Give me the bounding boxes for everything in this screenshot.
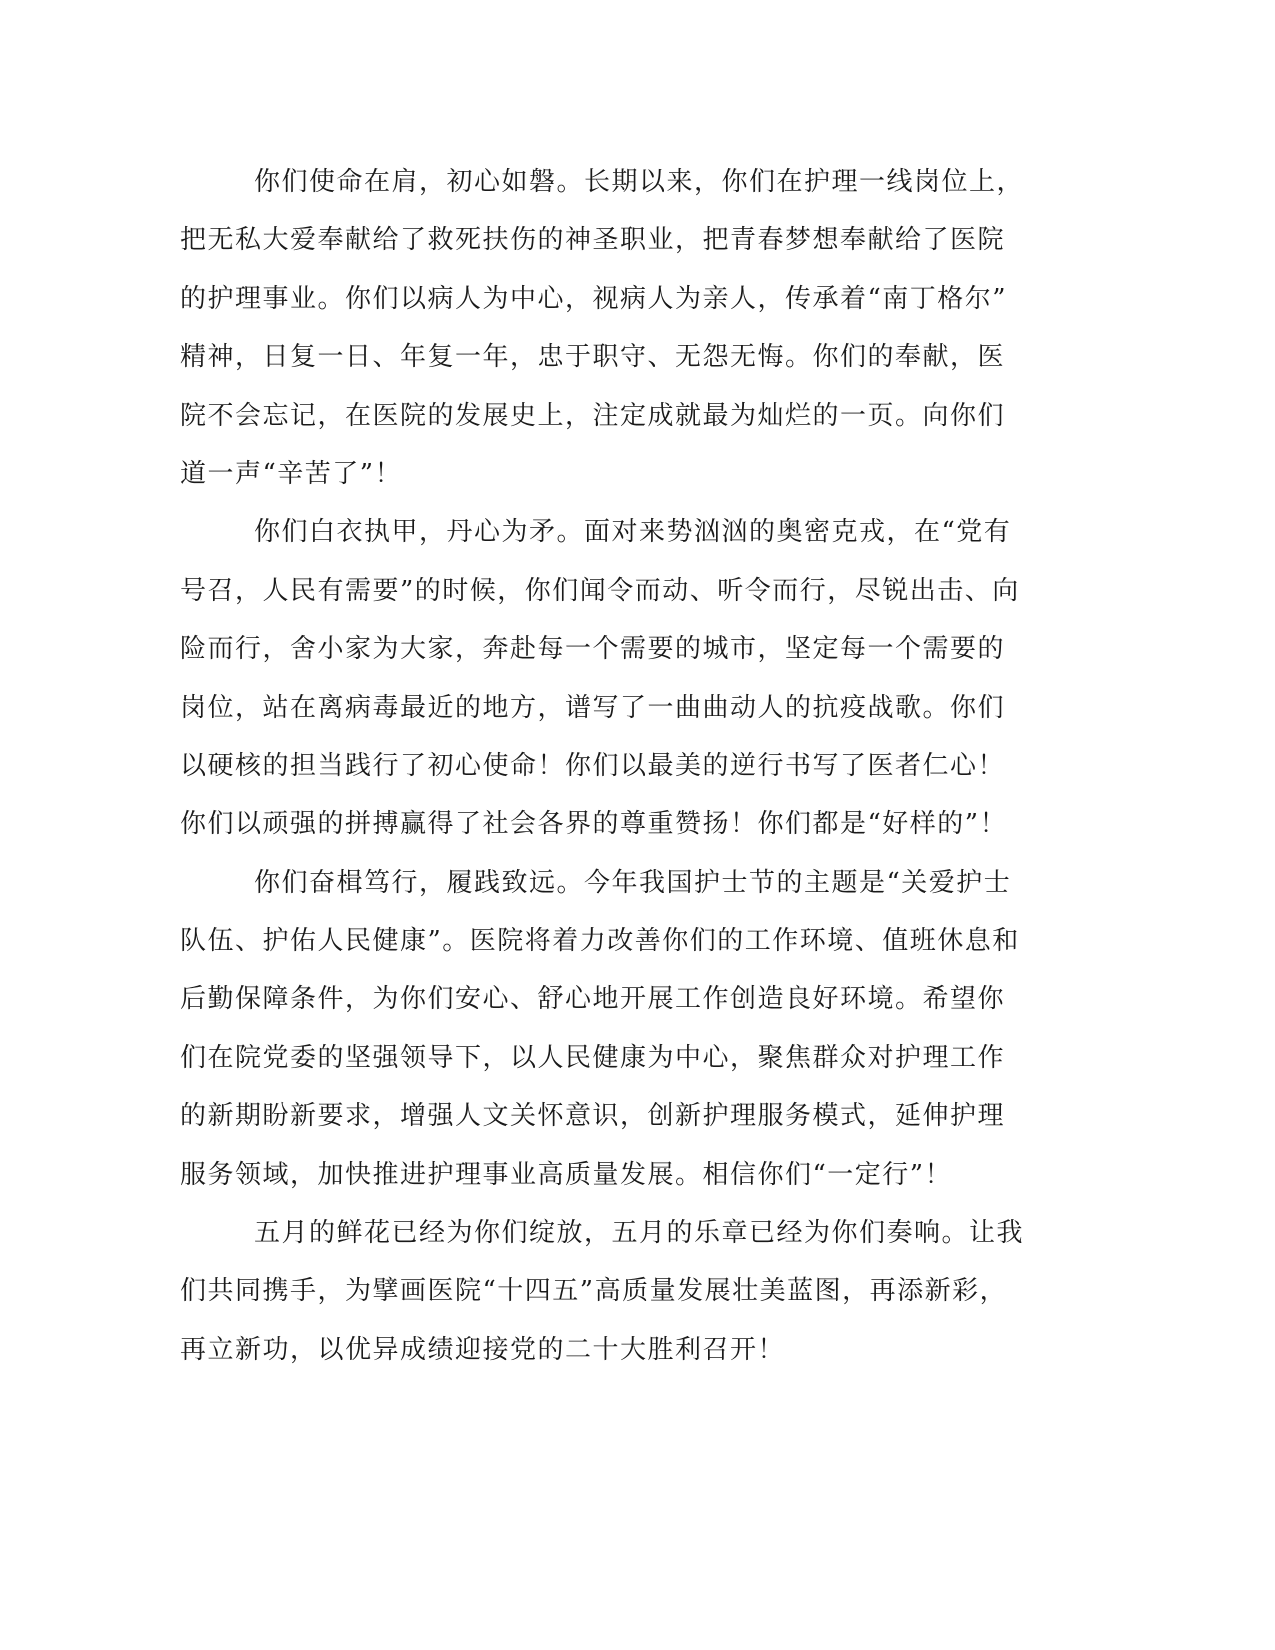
paragraph-3-line-4: 们在院党委的坚强领导下，以人民健康为中心，聚焦群众对护理工作 — [180, 1042, 1006, 1073]
paragraph-3-line-1: 你们奋楫笃行，履践致远。今年我国护士节的主题是“关爱护士 — [254, 867, 1012, 898]
paragraph-3-line-5: 的新期盼新要求，增强人文关怀意识，创新护理服务模式，延伸护理 — [180, 1101, 1006, 1132]
paragraph-4-line-3: 再立新功，以优异成绩迎接党的二十大胜利召开！ — [180, 1334, 786, 1365]
paragraph-1-line-1: 你们使命在肩，初心如磐。长期以来，你们在护理一线岗位上， — [254, 167, 1025, 197]
paragraph-1-line-3: 的护理事业。你们以病人为中心，视病人为亲人，传承着“南丁格尔” — [180, 283, 1008, 314]
paragraph-4-line-2: 们共同携手，为擘画医院“十四五”高质量发展壮美蓝图，再添新彩， — [180, 1276, 1008, 1307]
paragraph-2-line-1: 你们白衣执甲，丹心为矛。面对来势汹汹的奥密克戎，在“党有 — [254, 517, 1012, 548]
paragraph-1-line-2: 把无私大爱奉献给了救死扶伤的神圣职业，把青春梦想奉献给了医院 — [180, 225, 1006, 256]
paragraph-2-line-3: 险而行，舍小家为大家，奔赴每一个需要的城市，坚定每一个需要的 — [180, 634, 1006, 665]
paragraph-2-line-4: 岗位，站在离病毒最近的地方，谱写了一曲曲动人的抗疫战歌。你们 — [180, 692, 1006, 723]
document-body — [180, 153, 1050, 1379]
paragraph-3-line-3: 后勤保障条件，为你们安心、舒心地开展工作创造良好环境。希望你 — [180, 984, 1006, 1015]
paragraph-2-line-5: 以硬核的担当践行了初心使命！你们以最美的逆行书写了医者仁心！ — [180, 750, 1006, 781]
paragraph-3-line-6: 服务领域，加快推进护理事业高质量发展。相信你们“一定行”！ — [180, 1159, 953, 1190]
paragraph-1-line-5: 院不会忘记，在医院的发展史上，注定成就最为灿烂的一页。向你们 — [180, 400, 1006, 431]
paragraph-2-line-2: 号召，人民有需要”的时候，你们闻令而动、听令而行，尽锐出击、向 — [180, 575, 1020, 606]
paragraph-1-line-4: 精神，日复一日、年复一年，忠于职守、无怨无悔。你们的奉献，医 — [180, 342, 1006, 373]
paragraph-1-line-6: 道一声“辛苦了”！ — [180, 458, 403, 489]
paragraph-4-line-1: 五月的鲜花已经为你们绽放，五月的乐章已经为你们奏响。让我 — [254, 1218, 1025, 1249]
paragraph-2-line-6: 你们以顽强的拼搏赢得了社会各界的尊重赞扬！你们都是“好样的”！ — [180, 809, 1008, 840]
paragraph-3-line-2: 队伍、护佑人民健康”。医院将着力改善你们的工作环境、值班休息和 — [180, 926, 1020, 957]
